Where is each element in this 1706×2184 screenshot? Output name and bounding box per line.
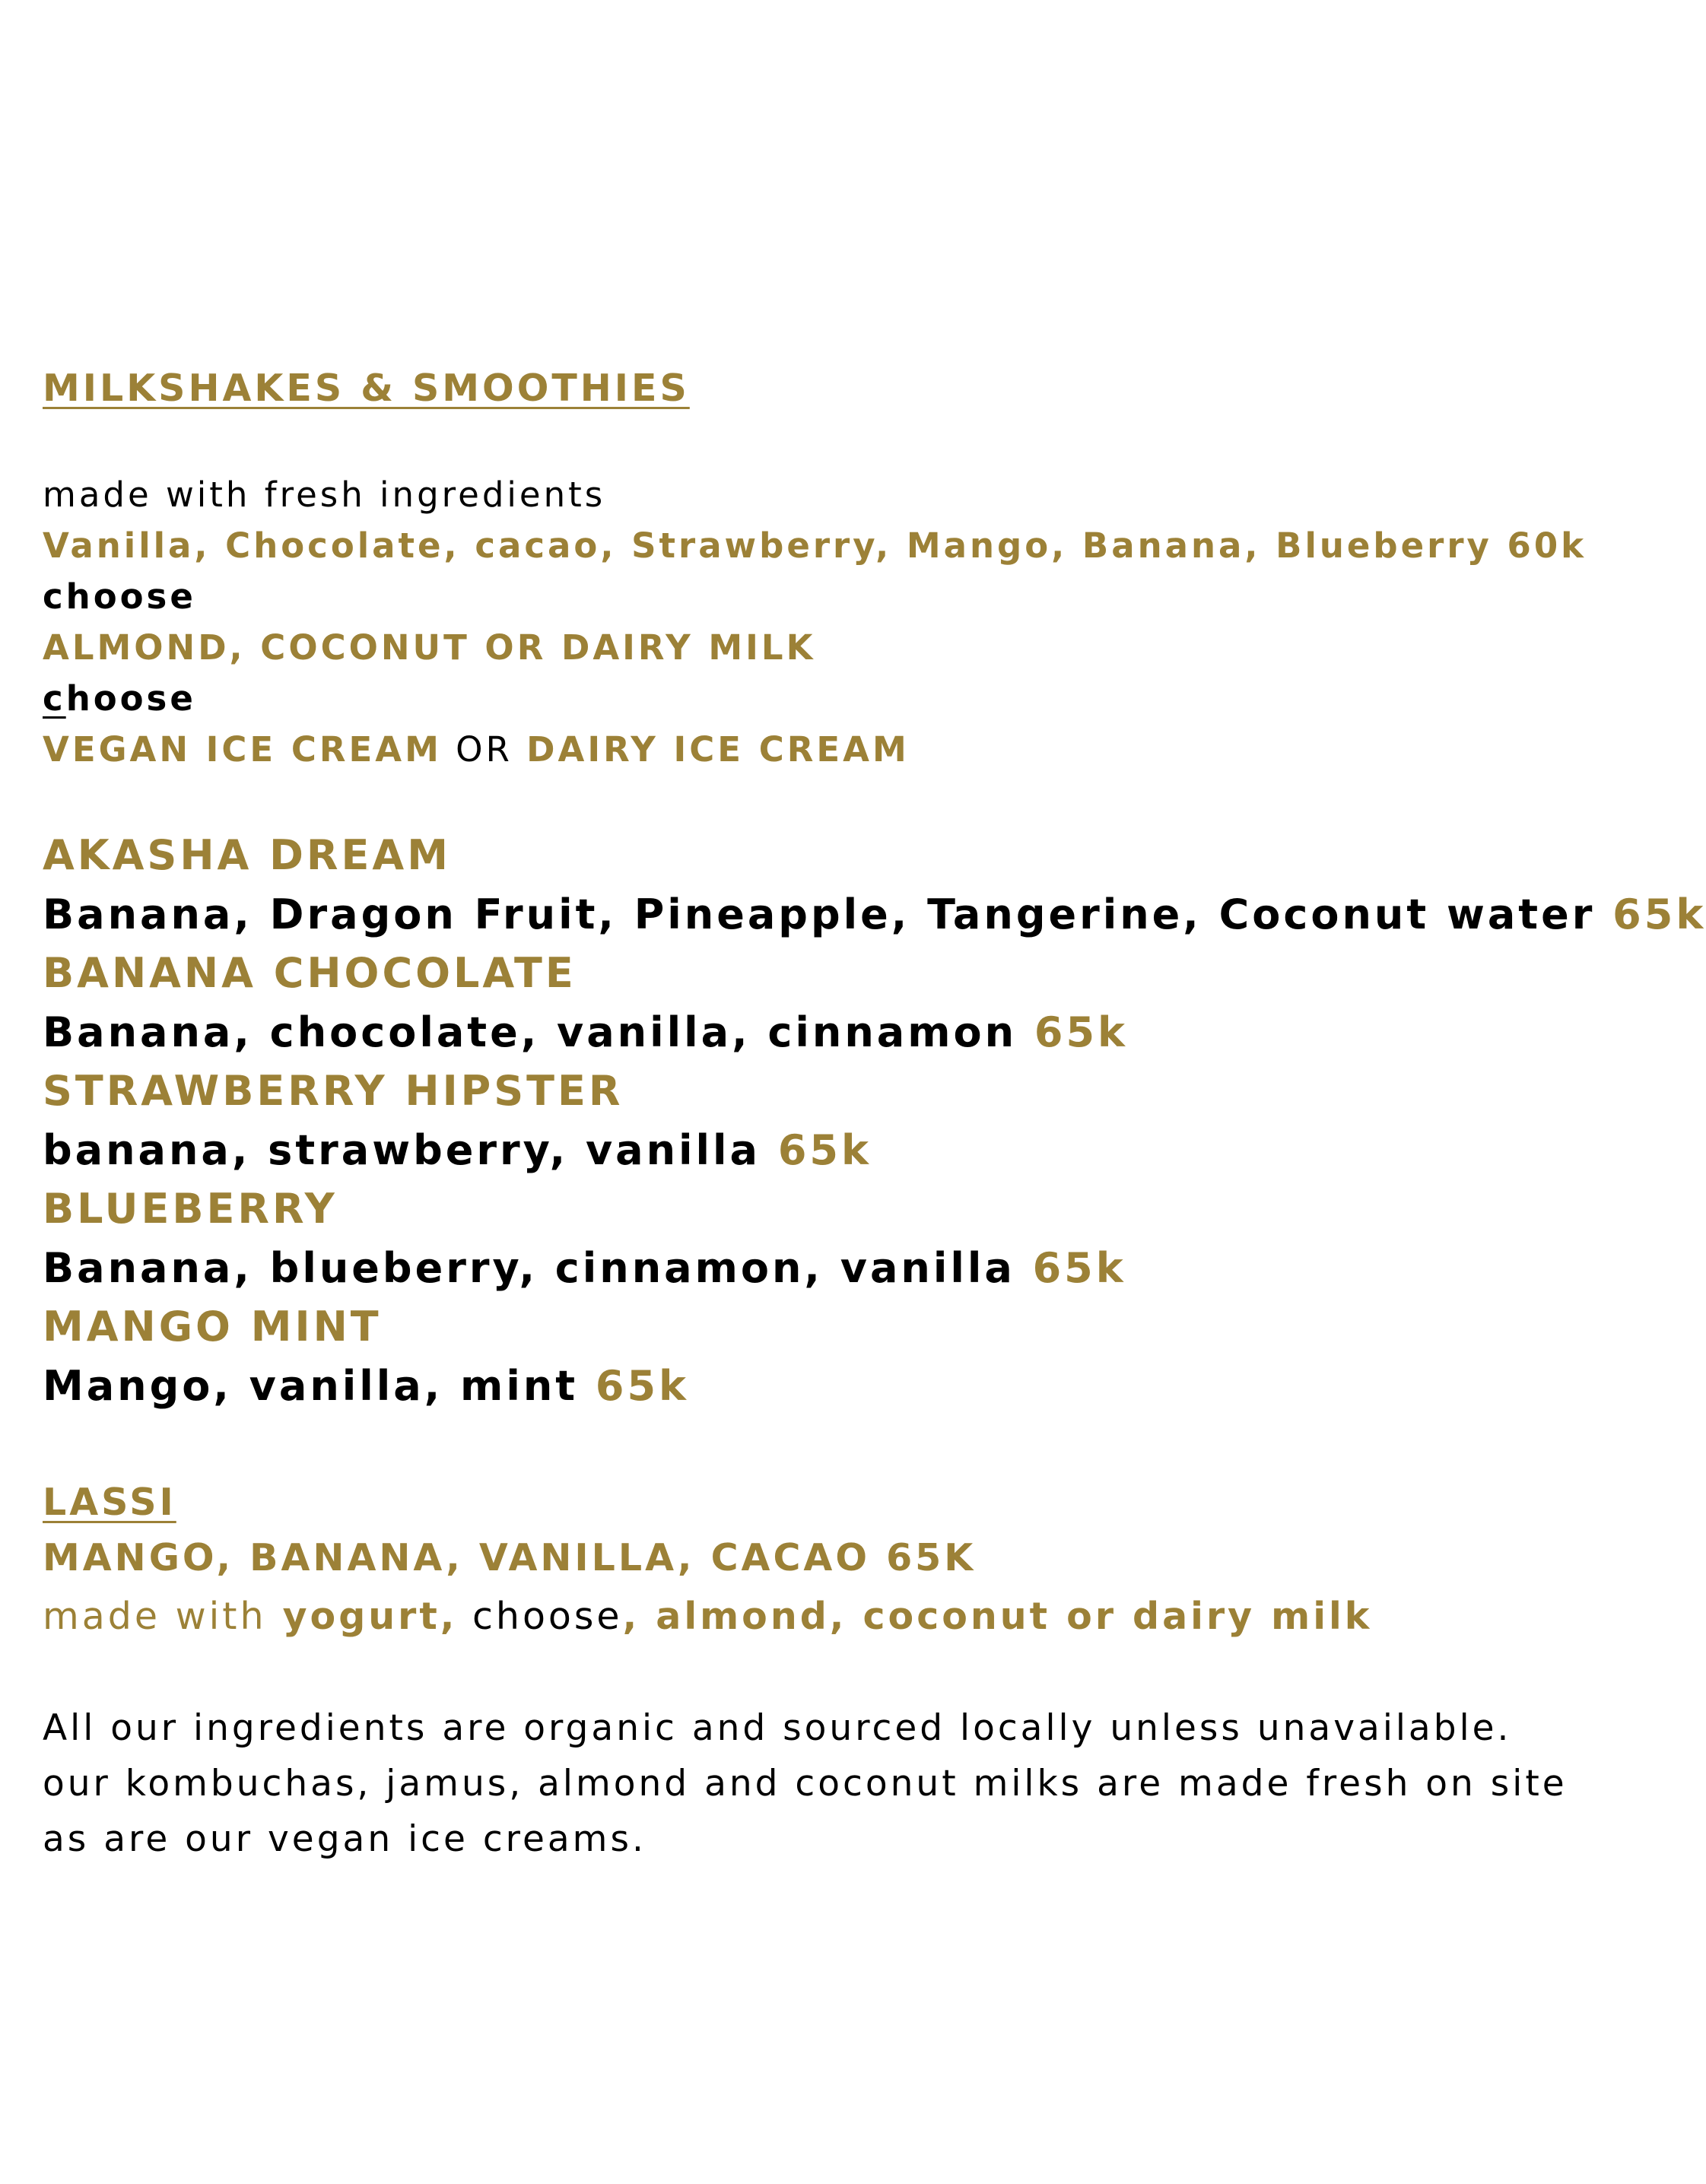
milk-options: ALMOND, COCONUT OR DAIRY MILK [43, 627, 816, 668]
lassi-options [43, 1595, 1373, 1638]
item-ingredients: Banana, blueberry, cinnamon, vanilla [43, 1244, 1015, 1292]
item-description [43, 1362, 689, 1410]
item-name: BLUEBERRY [43, 1185, 338, 1233]
lassi-yogurt: yogurt, [266, 1595, 458, 1638]
item-description [43, 1244, 1126, 1292]
item-ingredients: banana, strawberry, vanilla [43, 1126, 761, 1174]
item-ingredients: Mango, vanilla, mint [43, 1362, 579, 1410]
lassi-made-with: made with [43, 1595, 267, 1638]
item-description [43, 1126, 872, 1174]
item-name: STRAWBERRY HIPSTER [43, 1067, 624, 1115]
section-title: MILKSHAKES & SMOOTHIES [43, 367, 690, 410]
ice-cream-options [43, 729, 910, 770]
item-description [43, 890, 1706, 938]
dairy-ice-cream: DAIRY ICE CREAM [526, 729, 910, 770]
lassi-milks: , almond, coconut or dairy milk [622, 1595, 1373, 1638]
choose-label-2 [43, 678, 196, 719]
intro-text: made with fresh ingredients [43, 475, 606, 515]
item-price: 65k [1034, 1008, 1128, 1056]
item-name: MANGO MINT [43, 1303, 382, 1351]
item-name: BANANA CHOCOLATE [43, 949, 577, 997]
choose-label-2-first: c [43, 678, 66, 719]
item-ingredients: Banana, Dragon Fruit, Pineapple, Tangerine, Coconut water [43, 890, 1596, 938]
item-name: AKASHA DREAM [43, 831, 451, 879]
vegan-ice-cream: VEGAN ICE CREAM [43, 729, 442, 770]
item-ingredients: Banana, chocolate, vanilla, cinnamon [43, 1008, 1018, 1056]
item-price: 65k [595, 1362, 689, 1410]
lassi-flavors: MANGO, BANANA, VANILLA, CACAO 65K [43, 1536, 977, 1579]
choose-label-2-rest: hoose [65, 678, 196, 719]
choose-label-1: choose [43, 576, 196, 617]
lassi-choose: choose [457, 1595, 623, 1638]
item-description [43, 1008, 1128, 1056]
footer-note: All our ingredients are organic and sourced locally unless unavailable. our kombuchas, jamus, almond and coconut milks are made fresh on site as are our vegan ice creams. [43, 1707, 1568, 1860]
ice-cream-or: OR [441, 729, 527, 770]
lassi-title: LASSI [43, 1481, 176, 1524]
item-price: 65k [1612, 890, 1706, 938]
item-price: 65k [777, 1126, 872, 1174]
item-price: 65k [1032, 1244, 1126, 1292]
base-flavors: Vanilla, Chocolate, cacao, Strawberry, Mango, Banana, Blueberry 60k [43, 525, 1587, 566]
